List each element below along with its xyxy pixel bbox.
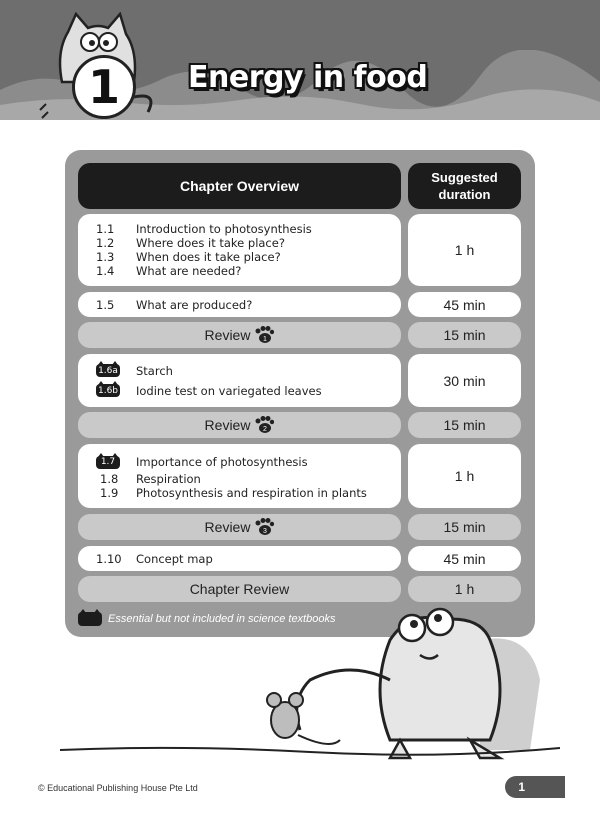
duration-block-5: 45 min <box>408 546 521 571</box>
list-item: 1.9 Photosynthesis and respiration in plants <box>100 486 367 500</box>
section-block-4 <box>78 444 401 508</box>
list-item: 1.7 Importance of photosynthesis <box>96 452 308 472</box>
review-row-1 <box>78 322 401 348</box>
list-item: 1.8 Respiration <box>100 472 201 486</box>
paw-icon <box>254 518 274 536</box>
section-block-3 <box>78 354 401 407</box>
duration-review-3: 15 min <box>408 514 521 540</box>
cat-and-mouse-illustration <box>60 600 560 770</box>
page-number: 1 <box>505 776 565 798</box>
svg-text:1: 1 <box>263 336 268 343</box>
svg-text:2: 2 <box>263 426 268 433</box>
chapter-title: Energy in food <box>188 60 428 95</box>
chapter-review-row: Chapter Review <box>78 576 401 602</box>
header-suggested-duration: Suggested duration <box>408 163 521 209</box>
header-chapter-overview: Chapter Overview <box>78 163 401 209</box>
cat-badge-icon: 1.7 <box>96 456 120 469</box>
section-block-1 <box>78 214 401 286</box>
review-row-3 <box>78 514 401 540</box>
section-block-2 <box>78 292 401 317</box>
list-item: 1.5 What are produced? <box>96 297 253 312</box>
svg-text:3: 3 <box>263 528 268 535</box>
duration-block-2: 45 min <box>408 292 521 317</box>
review-row-2 <box>78 412 401 438</box>
chapter-number-badge: 1 <box>72 55 136 119</box>
section-block-5 <box>78 546 401 571</box>
list-item: 1.2 Where does it take place? <box>96 236 285 250</box>
list-item: 1.10 Concept map <box>96 551 213 566</box>
duration-review-2: 15 min <box>408 412 521 438</box>
list-item: 1.6b Iodine test on variegated leaves <box>97 383 322 398</box>
duration-block-1: 1 h <box>408 214 521 286</box>
review-label: Review <box>204 417 251 433</box>
cat-badge-icon: 1.6a <box>96 364 120 377</box>
duration-chapter-review: 1 h <box>408 576 521 602</box>
legend-text: Essential but not included in science textbooks <box>108 613 336 625</box>
review-label: Review <box>204 327 251 343</box>
duration-review-1: 15 min <box>408 322 521 348</box>
list-item: 1.1 Introduction to photosynthesis <box>96 222 312 236</box>
review-label: Review <box>204 519 251 535</box>
duration-block-4: 1 h <box>408 444 521 508</box>
duration-block-3: 30 min <box>408 354 521 407</box>
list-item: 1.6a Starch <box>96 361 173 381</box>
copyright-text: © Educational Publishing House Pte Ltd <box>38 783 198 793</box>
list-item: 1.3 When does it take place? <box>96 250 281 264</box>
chapter-overview-panel <box>65 150 535 637</box>
list-item: 1.4 What are needed? <box>96 264 242 278</box>
paw-icon <box>254 416 274 434</box>
cat-badge-icon: 1.6b <box>97 385 119 396</box>
paw-icon <box>254 326 274 344</box>
